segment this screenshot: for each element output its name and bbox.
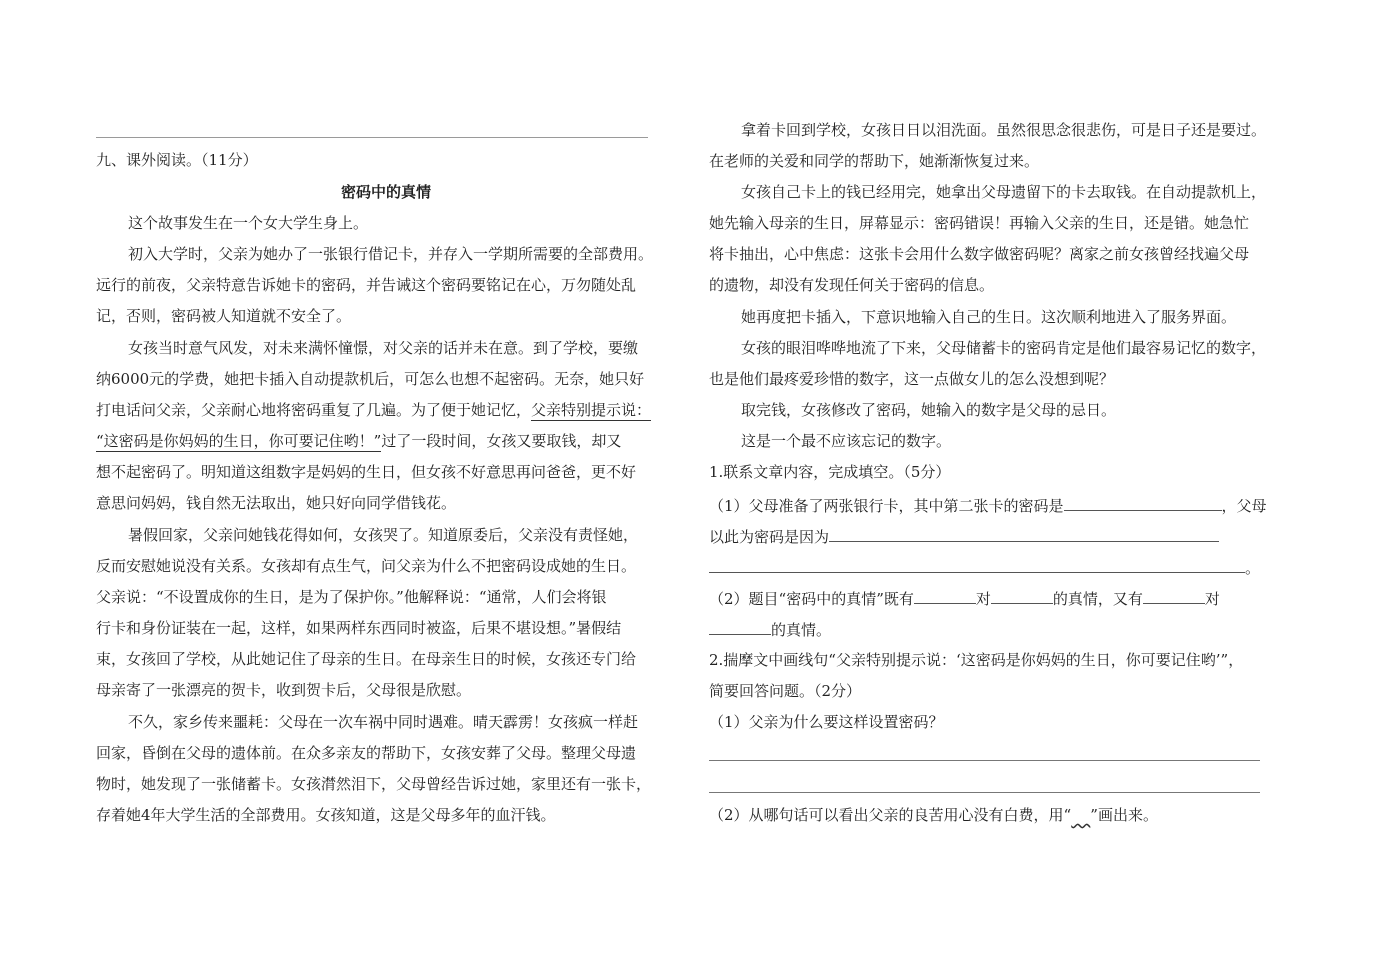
passage-line: 将卡抽出，心中焦虑：这张卡会用什么数字做密码呢？离家之前女孩曾经找遍父母 [709, 245, 1250, 263]
passage-line: 记，否则，密码被人知道就不安全了。 [96, 307, 352, 325]
question-text: （2）从哪句话可以看出父亲的良苦用心没有白费，用“ [709, 806, 1072, 824]
question-text: ，父母 [1221, 497, 1267, 515]
passage-line: 想不起密码了。明知道这组数字是妈妈的生日，但女孩不好意思再问爸爸，更不好 [96, 463, 637, 481]
question-2-heading: 2.揣摩文中画线句“父亲特别提示说：‘这密码是你妈妈的生日，你可要记住哟’”， [709, 651, 1244, 669]
passage-title: 密码中的真情 [341, 183, 432, 201]
passage-line: 也是他们最疼爱珍惜的数字，这一点做女儿的怎么没想到呢？ [709, 370, 1115, 388]
passage-line: 远行的前夜，父亲特意告诉她卡的密码，并告诫这个密码要铭记在心，万勿随处乱 [96, 276, 637, 294]
underlined-sentence: 父亲特别提示说： [531, 401, 652, 419]
passage-line: 回家，昏倒在父母的遗体前。在众多亲友的帮助下，女孩安葬了父母。整理父母遗 [96, 744, 637, 762]
passage-line: 行卡和身份证装在一起，这样，如果两样东西同时被盗，后果不堪设想。”暑假结 [96, 619, 622, 637]
question-text: ”画出来。 [1090, 806, 1158, 824]
passage-line: 这是一个最不应该忘记的数字。 [741, 432, 952, 450]
passage-line: 在老师的关爱和同学的帮助下，她渐渐恢复过来。 [709, 152, 1040, 170]
question-text: （2）题目“密码中的真情”既有 [709, 590, 914, 608]
answer-line[interactable] [709, 760, 1260, 761]
answer-blank[interactable] [709, 618, 771, 635]
passage-line: 初入大学时，父亲为她办了一张银行借记卡，并存入一学期所需要的全部费用。 [128, 245, 654, 263]
answer-blank[interactable] [1143, 587, 1205, 604]
passage-line: 纳6000元的学费，她把卡插入自动提款机后，可怎么也想不起密码。无奈，她只好 [96, 370, 645, 388]
question-2-heading-cont: 简要回答问题。（2分） [709, 682, 862, 700]
answer-blank[interactable] [1064, 494, 1222, 511]
passage-line: 不久，家乡传来噩耗：父母在一次车祸中同时遇难。晴天霹雳！女孩疯一样赶 [128, 713, 639, 731]
question-2-2 [709, 805, 1158, 825]
question-text: 的真情。 [771, 621, 832, 639]
passage-line: 存着她4年大学生活的全部费用。女孩知道，这是父母多年的血汗钱。 [96, 806, 556, 824]
passage-line-underlined [96, 431, 621, 451]
passage-line: 意思问妈妈，钱自然无法取出，她只好向同学借钱花。 [96, 494, 457, 512]
question-1-1 [709, 494, 1267, 516]
passage-line: 取完钱，女孩修改了密码，她输入的数字是父母的忌日。 [741, 401, 1117, 419]
line-text: 过了一段时间，女孩又要取钱，却又 [381, 432, 622, 450]
passage-line: 她先输入母亲的生日，屏幕显示：密码错误！再输入父亲的生日，还是错。她急忙 [709, 214, 1250, 232]
passage-line: 拿着卡回到学校，女孩日日以泪洗面。虽然很思念很悲伤，可是日子还是要过。 [741, 121, 1267, 139]
passage-line: 束，女孩回了学校，从此她记住了母亲的生日。在母亲生日的时候，女孩还专门给 [96, 650, 637, 668]
passage-line: 这个故事发生在一个女大学生身上。 [128, 214, 369, 232]
question-text: 对 [975, 590, 991, 608]
answer-blank[interactable] [991, 587, 1053, 604]
question-1-heading: 1.联系文章内容，完成填空。（5分） [709, 463, 951, 481]
header-rule [96, 137, 648, 138]
question-text: 以此为密码是因为 [709, 528, 830, 546]
passage-line-underlined [96, 400, 651, 420]
question-1-1-cont [709, 525, 1219, 547]
underlined-sentence: “这密码是你妈妈的生日，你可要记住哟！” [96, 432, 382, 450]
passage-line: 父亲说：“不设置成你的生日，是为了保护你。”他解释说：“通常，人们会将银 [96, 588, 607, 606]
answer-blank[interactable] [914, 587, 976, 604]
section-heading: 九、课外阅读。（11分） [96, 151, 258, 169]
question-text: 的真情，又有 [1052, 590, 1143, 608]
passage-line: 女孩当时意气风发，对未来满怀憧憬，对父亲的话并未在意。到了学校，要缴 [128, 339, 639, 357]
passage-line: 母亲寄了一张漂亮的贺卡，收到贺卡后，父母很是欣慰。 [96, 681, 472, 699]
passage-line: 女孩的眼泪哗哗地流了下来，父母储蓄卡的密码肯定是他们最容易记忆的数字， [741, 339, 1267, 357]
question-1-2 [709, 587, 1220, 609]
passage-line: 的遗物，却没有发现任何关于密码的信息。 [709, 276, 995, 294]
question-text: 。 [1245, 559, 1261, 577]
answer-blank[interactable] [709, 556, 1245, 573]
passage-line: 反而安慰她说没有关系。女孩却有点生气，问父亲为什么不把密码设成她的生日。 [96, 557, 637, 575]
question-text: （1）父母准备了两张银行卡，其中第二张卡的密码是 [709, 497, 1064, 515]
wavy-underline-mark [1071, 806, 1090, 824]
answer-blank[interactable] [829, 525, 1219, 542]
passage-line: 女孩自己卡上的钱已经用完，她拿出父母遗留下的卡去取钱。在自动提款机上， [741, 183, 1267, 201]
line-text: 打电话问父亲，父亲耐心地将密码重复了几遍。为了便于她记忆， [96, 401, 532, 419]
question-1-1-cont [709, 556, 1260, 578]
question-1-2-cont [709, 618, 831, 640]
passage-line: 她再度把卡插入，下意识地输入自己的生日。这次顺利地进入了服务界面。 [741, 308, 1237, 326]
passage-line: 物时，她发现了一张储蓄卡。女孩潸然泪下，父母曾经告诉过她，家里还有一张卡， [96, 775, 652, 793]
passage-line: 暑假回家，父亲问她钱花得如何，女孩哭了。知道原委后，父亲没有责怪她， [128, 526, 639, 544]
answer-line[interactable] [709, 792, 1260, 793]
question-2-1: （1）父亲为什么要这样设置密码？ [709, 713, 944, 731]
question-text: 对 [1204, 590, 1220, 608]
